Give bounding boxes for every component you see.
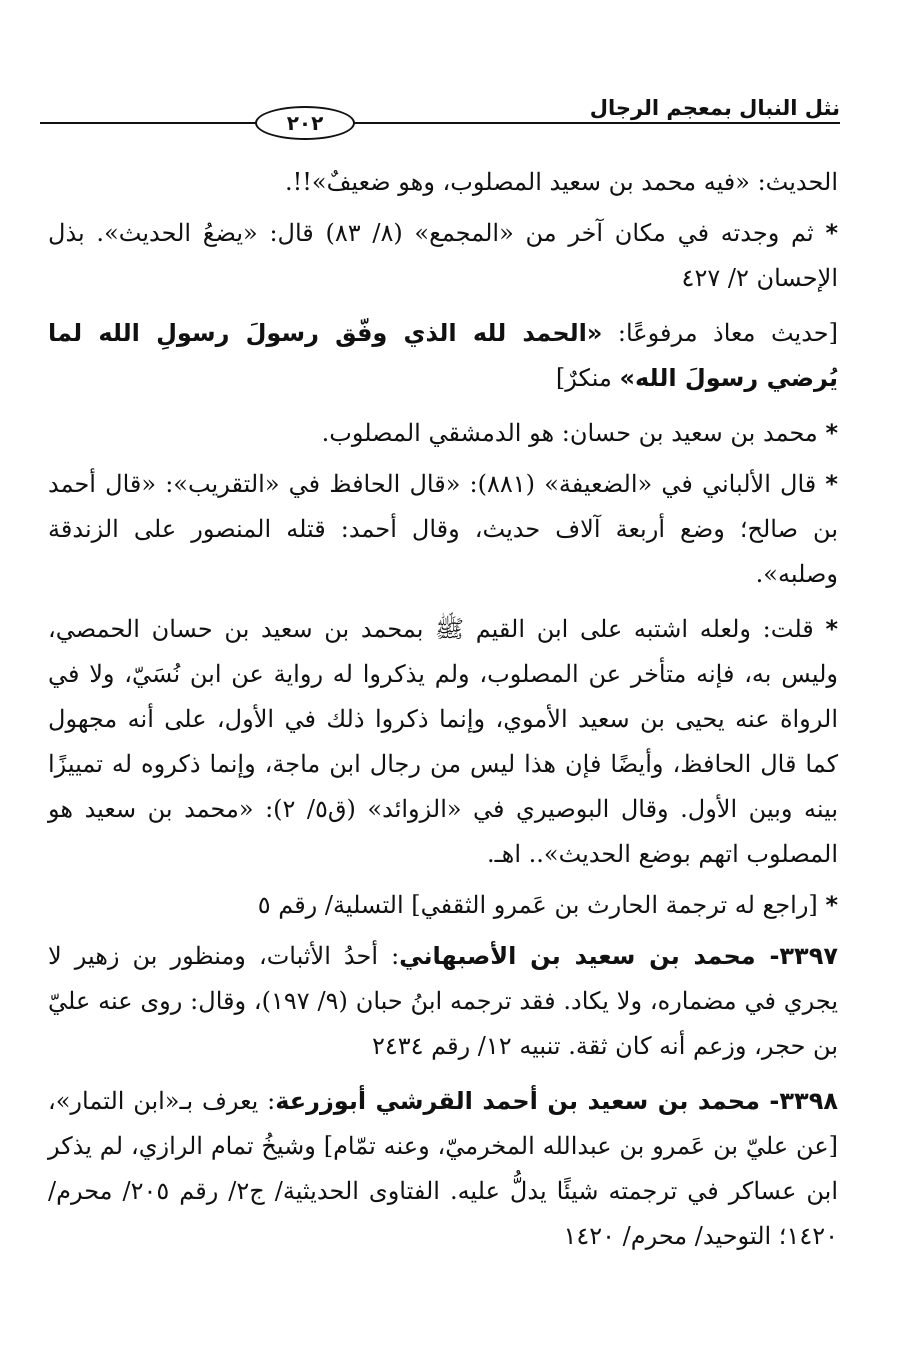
entry-heading: ٣٣٩٨- محمد بن سعيد بن أحمد القرشي أبوزرعة xyxy=(275,1087,838,1115)
asterisk-marker: * xyxy=(825,419,838,447)
entry-3398 xyxy=(48,1079,838,1259)
paragraph xyxy=(48,211,838,301)
paragraph xyxy=(48,311,838,401)
paragraph-lead: [حديث معاذ مرفوعًا: xyxy=(602,319,838,347)
paragraph-text: قال الألباني في «الضعيفة» (٨٨١): «قال الحافظ في «التقريب»: «قال أحمد بن صالح؛ وضع أربعة آلاف حديث، وقال أحمد: قتله المنصور على الزندقة وصلبه». xyxy=(48,470,838,588)
paragraph-text: ثم وجدته في مكان آخر من «المجمع» (٨/ ٨٣) قال: «يضعُ الحديث». بذل الإحسان ٢/ ٤٢٧ xyxy=(48,219,838,292)
entry-heading: ٣٣٩٧- محمد بن سعيد بن الأصبهاني xyxy=(399,942,838,970)
paragraph xyxy=(48,607,838,877)
paragraph xyxy=(48,160,838,205)
paragraph-text: منكرٌ] xyxy=(555,364,620,392)
page-number: ٢٠٢ xyxy=(255,106,355,140)
asterisk-marker: * xyxy=(825,470,838,498)
paragraph-text: قلت: ولعله اشتبه على ابن القيم ﷺ بمحمد بن سعيد بن حسان الحمصي، وليس به، فإنه متأخر عن المصلوب، ولم يذكروا له رواية عن ابن نُسَيّ، ولا في الرواة عنه يحيى بن سعيد الأموي، وإنما ذكروا ذلك في الأول، على أنه مجهول كما قال الحافظ، وأيضًا فإن هذا ليس من رجال ابن ماجة، وإنما ذكروه له تمييزًا بينه وبين الأول. وقال البوصيري في «الزوائد» (ق٥/ ٢): «محمد بن سعيد هو المصلوب اتهم بوضع الحديث».. اهـ. xyxy=(48,615,838,868)
page-body xyxy=(48,160,838,1265)
paragraph-text: [راجع له ترجمة الحارث بن عَمرو الثقفي] التسلية/ رقم ٥ xyxy=(257,891,818,919)
entry-3397 xyxy=(48,934,838,1069)
hadith-quote: «الحمد لله الذي وفّق رسولَ رسولِ الله لما يُرضي رسولَ الله» xyxy=(48,319,838,392)
page-header xyxy=(40,96,840,136)
paragraph xyxy=(48,462,838,597)
asterisk-marker: * xyxy=(825,219,839,247)
paragraph-text: الحديث: «فيه محمد بن سعيد المصلوب، وهو ضعيفٌ»!!. xyxy=(284,168,838,196)
entry-text: : يعرف بـ«ابن التمار»، [عن عليّ بن عَمرو بن عبدالله المخرميّ، وعنه تمّام] وشيخُ تمام الرازي، لم يذكر ابن عساكر في ترجمته شيئًا يدلُّ عليه. الفتاوى الحديثية/ ج٢/ رقم ٢٠٥/ محرم/ ١٤٢٠؛ التوحيد/ محرم/ ١٤٢٠ xyxy=(48,1087,839,1250)
asterisk-marker: * xyxy=(825,615,838,643)
running-title: نثل النبال بمعجم الرجال xyxy=(578,96,840,120)
paragraph xyxy=(48,883,838,928)
entry-text: : أحدُ الأثبات، ومنظور بن زهير لا يجري في مضماره، ولا يكاد. فقد ترجمه ابنُ حبان (٩/ ١٩٧)، وقال: روى عنه عليّ بن حجر، وزعم أنه كان ثقة. تنبيه ١٢/ رقم ٢٤٣٤ xyxy=(48,942,838,1060)
paragraph-text: محمد بن سعيد بن حسان: هو الدمشقي المصلوب. xyxy=(321,419,818,447)
header-rule xyxy=(40,122,840,124)
paragraph xyxy=(48,411,838,456)
asterisk-marker: * xyxy=(825,891,838,919)
